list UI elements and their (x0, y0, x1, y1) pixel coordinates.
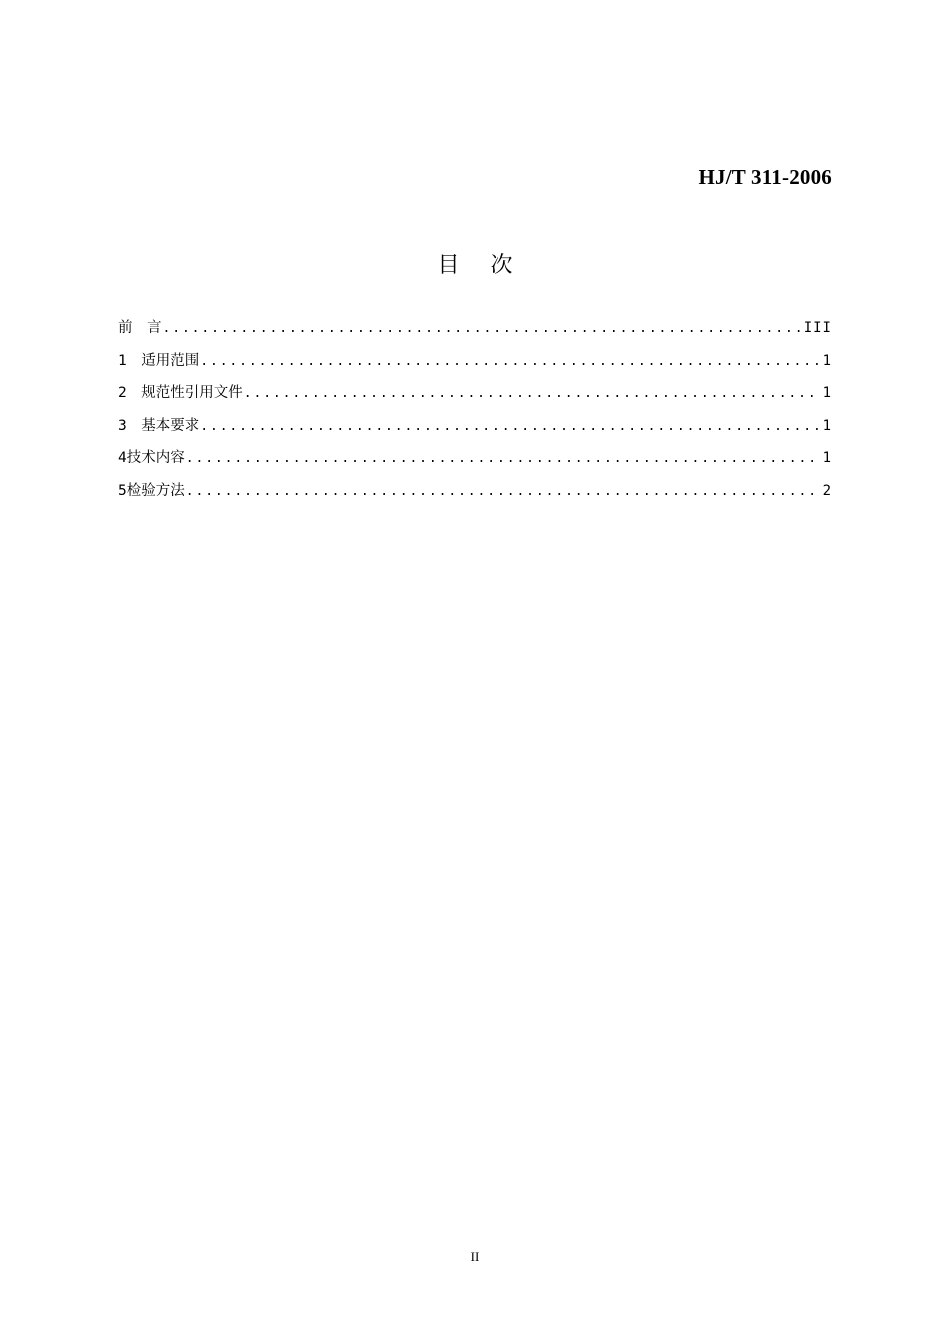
toc-title: 目 次 (437, 253, 525, 278)
toc-list (118, 316, 832, 512)
toc-dot-leader (186, 451, 819, 466)
toc-dot-leader (244, 386, 819, 401)
toc-entry-label: 检验方法 (126, 482, 185, 499)
toc-entry-page: 1 (822, 385, 832, 402)
toc-entry-label: 基本要求 (141, 417, 200, 434)
page-number: II (470, 1249, 480, 1264)
toc-entry-page: 1 (822, 450, 832, 467)
toc-entry-page: 1 (822, 352, 832, 369)
toc-entry-number: 2 (118, 385, 142, 402)
toc-entry-number: 3 (118, 417, 142, 434)
toc-entry-foreword[interactable] (118, 316, 832, 349)
toc-entry-page: 2 (822, 482, 832, 499)
toc-dot-leader (200, 354, 818, 369)
toc-entry-number: 1 (118, 352, 142, 369)
toc-entry-label: 规范性引用文件 (141, 385, 243, 402)
toc-dot-leader (200, 419, 818, 434)
toc-entry-page: III (803, 320, 832, 336)
toc-entry-label: 适用范围 (141, 352, 200, 369)
toc-entry-page: 1 (822, 417, 832, 434)
toc-entry-number: 5 (118, 482, 127, 499)
toc-dot-leader (163, 321, 800, 336)
toc-entry-label: 技术内容 (126, 450, 185, 467)
toc-entry-number: 4 (118, 450, 127, 467)
toc-entry-scope[interactable] (118, 349, 832, 382)
toc-entry-normative-references[interactable] (118, 381, 832, 414)
standard-code: HJ/T 311-2006 (698, 165, 832, 189)
toc-entry-label: 前 言 (118, 320, 162, 336)
toc-entry-basic-requirements[interactable] (118, 414, 832, 447)
toc-entry-test-methods[interactable] (118, 479, 832, 512)
toc-entry-technical-content[interactable] (118, 446, 832, 479)
toc-dot-leader (186, 484, 819, 499)
